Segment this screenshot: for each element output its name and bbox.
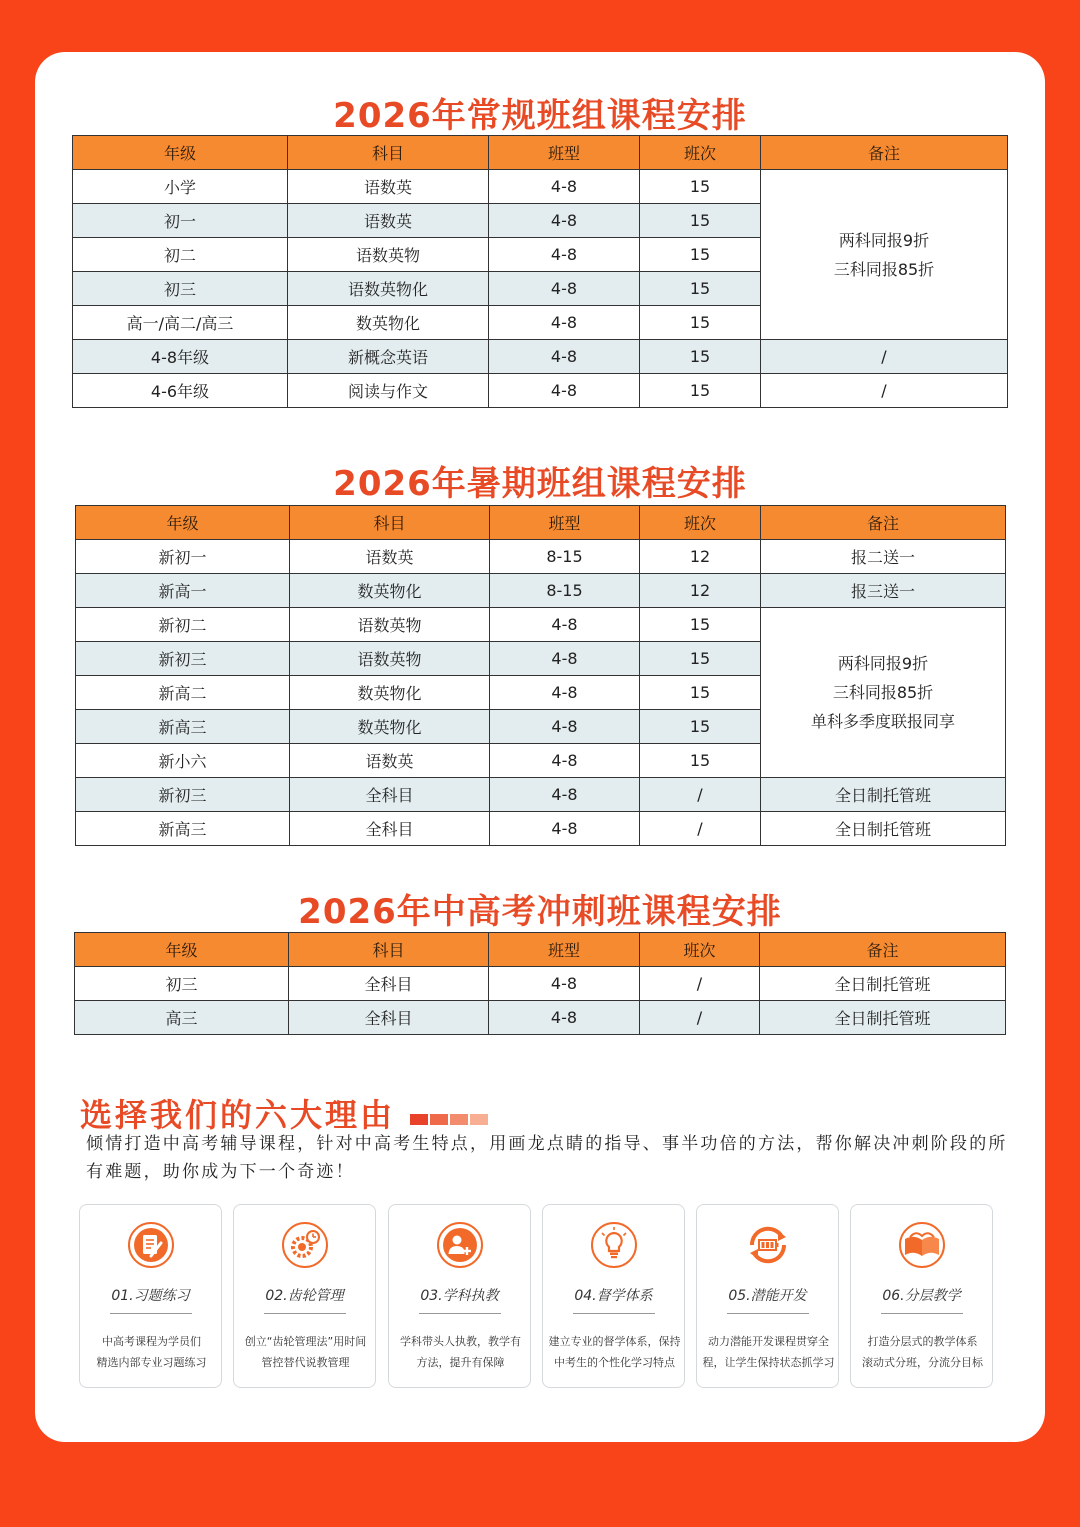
cell-subject: 语数英 [290, 540, 490, 574]
cell-grade: 新初三 [76, 642, 290, 676]
cell-subject: 数英物化 [290, 676, 490, 710]
divider [264, 1313, 346, 1314]
header-grade: 年级 [73, 136, 288, 170]
cell-class-type: 4-8 [489, 204, 640, 238]
reason-desc [393, 1331, 528, 1373]
note-line: 单科多季度联报同享 [810, 712, 955, 731]
cell-sessions: / [640, 1001, 760, 1035]
cell-sessions: 12 [640, 540, 761, 574]
cell-class-type: 4-8 [490, 642, 640, 676]
desc-line: 动力潜能开发课程贯穿全 [708, 1335, 829, 1348]
decor-bar [470, 1114, 488, 1125]
reason-card [388, 1204, 531, 1388]
cell-sessions: / [640, 812, 761, 846]
table-row [76, 608, 1006, 642]
cell-subject: 全科目 [289, 1001, 489, 1035]
header-grade: 年级 [76, 506, 290, 540]
desc-line: 精选内部专业习题练习 [96, 1356, 207, 1369]
cell-sessions: 15 [640, 238, 761, 272]
cell-grade: 高一/高二/高三 [73, 306, 288, 340]
cell-grade: 4-8年级 [73, 340, 288, 374]
reason-desc [701, 1331, 836, 1373]
table-row [76, 540, 1006, 574]
desc-line: 方法，提升有保障 [416, 1356, 505, 1369]
cell-sessions: 15 [640, 204, 761, 238]
cell-grade: 新小六 [76, 744, 290, 778]
lightbulb-icon [590, 1221, 638, 1269]
header-class-type: 班型 [489, 933, 640, 967]
cell-class-type: 4-8 [489, 374, 640, 408]
desc-line: 学科带头人执教，教学有 [400, 1335, 521, 1348]
reason-name: 02.齿轮管理 [265, 1288, 344, 1304]
cell-subject: 数英物化 [290, 574, 490, 608]
cell-note: 报三送一 [761, 574, 1006, 608]
desc-line: 中考生的个性化学习特点 [554, 1356, 675, 1369]
table-row [73, 170, 1008, 204]
cell-note: 报二送一 [761, 540, 1006, 574]
table-header-row [76, 506, 1006, 540]
reason-name: 06.分层教学 [882, 1288, 961, 1304]
desc-line: 建立专业的督学体系，保持 [548, 1335, 681, 1348]
reason-name: 01.习题练习 [111, 1288, 190, 1304]
table-row [76, 812, 1006, 846]
cell-class-type: 8-15 [490, 574, 640, 608]
table1-title: 2026年常规班组课程安排 [333, 96, 747, 136]
cell-grade: 新初一 [76, 540, 290, 574]
cell-sessions: 15 [640, 608, 761, 642]
cell-subject: 新概念英语 [288, 340, 489, 374]
cell-class-type: 4-8 [489, 272, 640, 306]
cell-grade: 高三 [75, 1001, 289, 1035]
header-class-type: 班型 [490, 506, 640, 540]
cell-note: 全日制托管班 [761, 812, 1006, 846]
header-note: 备注 [760, 933, 1006, 967]
reason-name: 04.督学体系 [574, 1288, 653, 1304]
reason-card [233, 1204, 376, 1388]
notebook-pen-icon [127, 1221, 175, 1269]
desc-line: 创立“齿轮管理法”用时间 [244, 1335, 367, 1348]
cell-subject: 语数英物 [290, 642, 490, 676]
open-book-icon [898, 1221, 946, 1269]
cell-subject: 数英物化 [288, 306, 489, 340]
cell-class-type: 4-8 [489, 1001, 640, 1035]
cell-grade: 初三 [73, 272, 288, 306]
cell-class-type: 4-8 [489, 238, 640, 272]
table3-title: 2026年中高考冲刺班课程安排 [298, 892, 782, 932]
cell-subject: 阅读与作文 [288, 374, 489, 408]
exam-sprint-table [74, 932, 1006, 1035]
table-row [73, 340, 1008, 374]
cell-class-type: 4-8 [490, 812, 640, 846]
cell-grade: 初一 [73, 204, 288, 238]
cell-subject: 语数英物 [290, 608, 490, 642]
cell-grade: 新初二 [76, 608, 290, 642]
cell-note-discount [761, 608, 1006, 778]
cell-grade: 初二 [73, 238, 288, 272]
cell-subject: 全科目 [290, 812, 490, 846]
regular-schedule-table [72, 135, 1008, 408]
cell-sessions: 15 [640, 306, 761, 340]
header-subject: 科目 [288, 136, 489, 170]
header-note: 备注 [761, 506, 1006, 540]
cell-sessions: 15 [640, 744, 761, 778]
cell-note: 全日制托管班 [761, 778, 1006, 812]
user-plus-icon [436, 1221, 484, 1269]
cell-sessions: 15 [640, 272, 761, 306]
cell-sessions: / [640, 967, 760, 1001]
cell-note: / [761, 340, 1008, 374]
cell-class-type: 4-8 [490, 710, 640, 744]
header-sessions: 班次 [640, 506, 761, 540]
reasons-title: 选择我们的六大理由 [80, 1096, 396, 1134]
gear-clock-icon [281, 1221, 329, 1269]
cell-class-type: 4-8 [490, 778, 640, 812]
header-class-type: 班型 [489, 136, 640, 170]
cell-grade: 新高二 [76, 676, 290, 710]
reason-name: 03.学科执教 [420, 1288, 499, 1304]
cell-sessions: 15 [640, 170, 761, 204]
desc-line: 打造分层式的教学体系 [867, 1335, 978, 1348]
cell-grade: 4-6年级 [73, 374, 288, 408]
reason-desc [547, 1331, 682, 1373]
cell-class-type: 4-8 [490, 676, 640, 710]
table-row [76, 574, 1006, 608]
divider [881, 1313, 963, 1314]
cell-subject: 语数英物 [288, 238, 489, 272]
divider [110, 1313, 192, 1314]
desc-line: 程，让学生保持状态抓学习 [702, 1356, 835, 1369]
cell-subject: 全科目 [290, 778, 490, 812]
reasons-intro: 倾情打造中高考辅导课程，针对中高考生特点，用画龙点睛的指导、事半功倍的方法，帮你解决冲刺阶段的所有难题，助你成为下一个奇迹！ [86, 1134, 1008, 1182]
cell-subject: 数英物化 [290, 710, 490, 744]
cell-sessions: 15 [640, 642, 761, 676]
cell-subject: 语数英物化 [288, 272, 489, 306]
reason-name: 05.潜能开发 [728, 1288, 807, 1304]
table-header-row [75, 933, 1006, 967]
cell-subject: 语数英 [288, 204, 489, 238]
table-row [75, 967, 1006, 1001]
header-subject: 科目 [289, 933, 489, 967]
note-line: 两科同报9折 [838, 230, 930, 250]
cell-sessions: 15 [640, 676, 761, 710]
reason-card [696, 1204, 839, 1388]
reason-desc [855, 1331, 990, 1373]
cell-grade: 新初三 [76, 778, 290, 812]
decor-bar [410, 1114, 428, 1125]
cell-grade: 新高一 [76, 574, 290, 608]
cell-subject: 语数英 [288, 170, 489, 204]
reason-desc [84, 1331, 219, 1373]
desc-line: 中高考课程为学员们 [102, 1335, 201, 1348]
reason-card [79, 1204, 222, 1388]
divider [573, 1313, 655, 1314]
table2-title: 2026年暑期班组课程安排 [333, 464, 747, 504]
desc-line: 管控替代说教管理 [261, 1356, 350, 1369]
reason-card [542, 1204, 685, 1388]
cell-grade: 新高三 [76, 710, 290, 744]
divider [727, 1313, 809, 1314]
desc-line: 滚动式分班，分流分目标 [862, 1356, 983, 1369]
cell-class-type: 8-15 [490, 540, 640, 574]
battery-cycle-icon [744, 1221, 792, 1269]
cell-grade: 初三 [75, 967, 289, 1001]
decor-bar [430, 1114, 448, 1125]
table-row [73, 374, 1008, 408]
cell-sessions: 12 [640, 574, 761, 608]
cell-note: / [761, 374, 1008, 408]
note-line: 三科同报85折 [832, 683, 934, 702]
cell-subject: 语数英 [290, 744, 490, 778]
cell-sessions: 15 [640, 340, 761, 374]
cell-class-type: 4-8 [489, 340, 640, 374]
cell-class-type: 4-8 [489, 967, 640, 1001]
cell-class-type: 4-8 [490, 744, 640, 778]
cell-class-type: 4-8 [489, 306, 640, 340]
table-header-row [73, 136, 1008, 170]
header-grade: 年级 [75, 933, 289, 967]
header-sessions: 班次 [640, 136, 761, 170]
note-line: 三科同报85折 [833, 259, 935, 279]
cell-note: 全日制托管班 [760, 1001, 1006, 1035]
cell-class-type: 4-8 [489, 170, 640, 204]
cell-sessions: / [640, 778, 761, 812]
cell-class-type: 4-8 [490, 608, 640, 642]
summer-schedule-table [75, 505, 1006, 846]
table-row [75, 1001, 1006, 1035]
cell-subject: 全科目 [289, 967, 489, 1001]
cell-sessions: 15 [640, 710, 761, 744]
cell-grade: 新高三 [76, 812, 290, 846]
reason-card [850, 1204, 993, 1388]
cell-grade: 小学 [73, 170, 288, 204]
cell-note-discount [761, 170, 1008, 340]
header-subject: 科目 [290, 506, 490, 540]
cell-note: 全日制托管班 [760, 967, 1006, 1001]
cell-sessions: 15 [640, 374, 761, 408]
decor-bar [450, 1114, 468, 1125]
note-line: 两科同报9折 [837, 654, 929, 673]
divider [419, 1313, 501, 1314]
table-row [76, 778, 1006, 812]
header-sessions: 班次 [640, 933, 760, 967]
header-note: 备注 [761, 136, 1008, 170]
reason-desc [238, 1331, 373, 1373]
